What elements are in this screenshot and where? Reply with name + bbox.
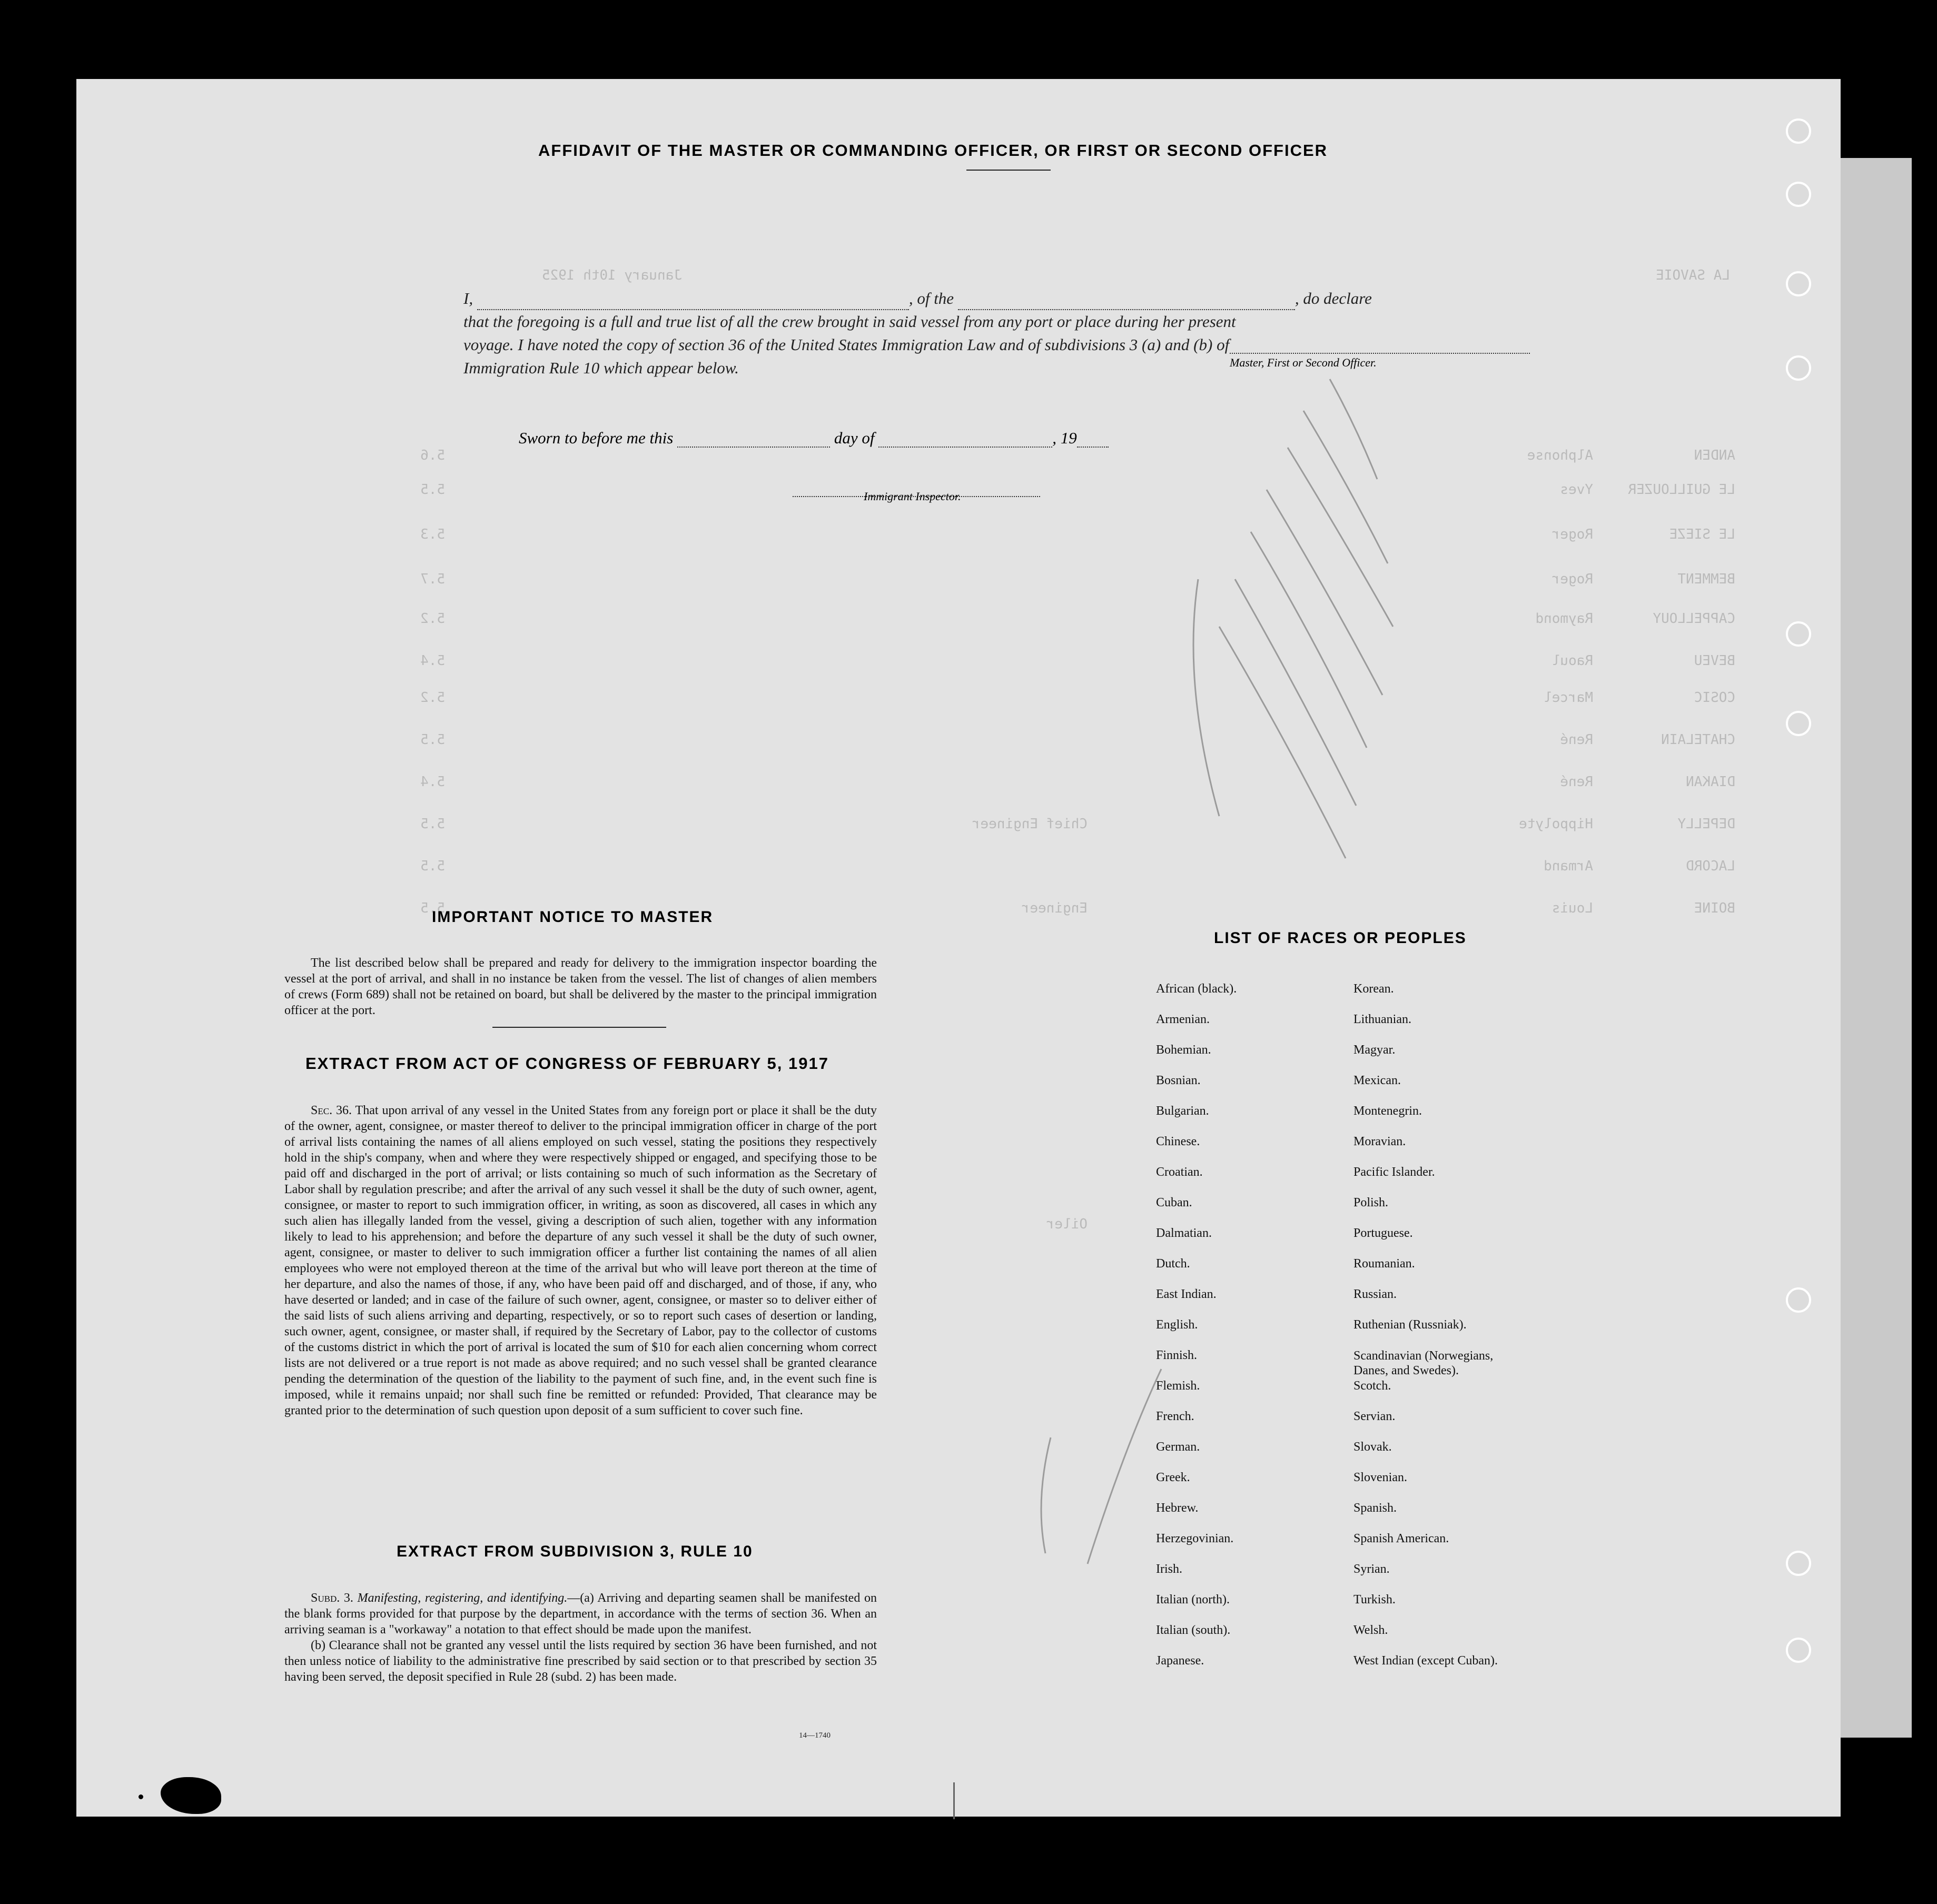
bleed-given-name: Roger (1551, 527, 1593, 542)
race-right: West Indian (except Cuban). (1353, 1654, 1498, 1668)
bleed-height: 5.3 (420, 527, 445, 542)
bleed-given-name: Hippolyte (1519, 816, 1593, 832)
sworn-day-field[interactable] (677, 447, 830, 448)
extract-act-text (284, 1103, 877, 1419)
race-left: French. (1156, 1410, 1194, 1423)
binder-hole (1786, 1551, 1811, 1576)
race-left: English. (1156, 1318, 1198, 1332)
race-right: Roumanian. (1353, 1257, 1415, 1271)
bleed-date: January 10th 1925 (541, 267, 682, 283)
race-right: Syrian. (1353, 1562, 1390, 1576)
race-right: Scandinavian (Norwegians, Danes, and Swedes). (1353, 1349, 1494, 1377)
race-left: Bosnian. (1156, 1074, 1201, 1087)
bleed-surname: LE SIEZE (1669, 527, 1735, 542)
bleed-height: 5.2 (420, 690, 445, 706)
sworn-line (519, 429, 1109, 448)
bleed-surname: CAPPELLOUY (1653, 611, 1735, 627)
day-of-label: day of (834, 429, 875, 447)
binder-hole (1786, 355, 1811, 381)
race-right: Spanish American. (1353, 1532, 1449, 1545)
affidavit-of-the: , of the (908, 289, 954, 308)
race-right: Welsh. (1353, 1623, 1388, 1637)
bleed-role: Oiler (1046, 1216, 1088, 1232)
master-label: Master, First or Second Officer. (1230, 356, 1377, 369)
bleed-surname: COSIC (1694, 690, 1735, 706)
bleed-height: 5.4 (420, 774, 445, 790)
race-left: Finnish. (1156, 1348, 1198, 1362)
bleed-surname: DIAKAN (1686, 774, 1735, 790)
bleed-surname: LACORD (1686, 858, 1735, 874)
bleed-given-name: Alphonse (1527, 448, 1593, 463)
affidavit-heading: AFFIDAVIT OF THE MASTER OR COMMANDING OFFICER, OR FIRST OR SECOND OFFICER (538, 141, 1328, 160)
bleed-surname: ANDEN (1694, 448, 1735, 463)
binder-hole (1786, 118, 1811, 144)
bleed-given-name: Louis (1551, 900, 1593, 916)
race-left: Bulgarian. (1156, 1104, 1209, 1118)
race-right: Pacific Islander. (1353, 1165, 1435, 1179)
bleed-surname: DEPELLY (1677, 816, 1735, 832)
race-right: Russian. (1353, 1287, 1397, 1301)
bleed-given-name: René (1560, 774, 1593, 790)
rule-paragraph-a (284, 1590, 877, 1638)
affidavit-line-2: that the foregoing is a full and true list of all the crew brought in said vessel from any port or place during her present (463, 312, 1236, 331)
binder-hole (1786, 621, 1811, 647)
bleed-surname: BEVEU (1694, 653, 1735, 669)
bleed-height: 5.4 (420, 653, 445, 669)
notice-text (284, 955, 877, 1018)
race-left: Bohemian. (1156, 1043, 1211, 1057)
year-label: , 19 (1052, 429, 1077, 447)
bleed-height: 5.5 (420, 816, 445, 832)
bleed-role: Chief Engineer (972, 816, 1088, 832)
race-right: Montenegrin. (1353, 1104, 1422, 1118)
bleed-height: 5.5 (420, 482, 445, 498)
extract-act-heading: EXTRACT FROM ACT OF CONGRESS OF FEBRUARY 5, 1917 (305, 1054, 829, 1073)
bottom-edge-mark (953, 1782, 955, 1819)
race-right: Scotch. (1353, 1379, 1391, 1393)
subd-text-a: —(a) Arriving and departing seamen shall be manifested on the blank forms provided for that purpose by the department, in accordance with the terms of section 36. When an arriving seaman is a "workaway" a notation to that effect should be made upon the manifest. (284, 1591, 877, 1637)
sworn-year-field[interactable] (1077, 447, 1109, 448)
extract-rule-heading: EXTRACT FROM SUBDIVISION 3, RULE 10 (397, 1543, 753, 1560)
bleed-height: 5.5 (420, 858, 445, 874)
bleed-surname: CHATELAIN (1661, 732, 1735, 748)
race-left: Dalmatian. (1156, 1226, 1212, 1240)
race-left: Hebrew. (1156, 1501, 1199, 1515)
binder-hole (1786, 271, 1811, 296)
affidavit-line-4: Immigration Rule 10 which appear below. (463, 359, 739, 377)
bleed-given-name: Raymond (1535, 611, 1593, 627)
race-right: Turkish. (1353, 1593, 1396, 1607)
race-left: Herzegovinian. (1156, 1532, 1234, 1545)
race-left: Italian (north). (1156, 1593, 1230, 1607)
bleed-given-name: Roger (1551, 571, 1593, 587)
race-left: Chinese. (1156, 1135, 1200, 1148)
heading-underline (966, 170, 1051, 171)
race-right: Lithuanian. (1353, 1013, 1411, 1026)
ink-dot (139, 1794, 143, 1799)
bleed-role: Engineer (1021, 900, 1088, 916)
race-left: East Indian. (1156, 1287, 1217, 1301)
race-right: Slovenian. (1353, 1471, 1407, 1484)
bleed-given-name: Armand (1544, 858, 1593, 874)
race-right: Portuguese. (1353, 1226, 1413, 1240)
form-number: 14—1740 (799, 1731, 831, 1740)
bleed-surname: BEMMENT (1677, 571, 1735, 587)
binder-hole (1786, 1287, 1811, 1313)
bleed-height: 5.5 (420, 732, 445, 748)
race-left: Irish. (1156, 1562, 1182, 1576)
affidavit-line-1 (463, 287, 1525, 310)
binder-hole (1786, 711, 1811, 736)
races-heading: LIST OF RACES OR PEOPLES (1214, 929, 1467, 947)
race-left: Cuban. (1156, 1196, 1192, 1209)
rule-paragraph-b: (b) Clearance shall not be granted any vessel until the lists required by section 36 have been furnished, and not then unless notice of liability to the administrative fine prescribed by said section or to that prescribed by section 35 having been served, the deposit specified in Rule 28 (subd. 2) has been made. (284, 1639, 877, 1684)
notice-heading: IMPORTANT NOTICE TO MASTER (432, 908, 714, 926)
bleed-given-name: René (1560, 732, 1593, 748)
race-right: Slovak. (1353, 1440, 1392, 1454)
manifest-page (76, 79, 1841, 1817)
subd-title: Manifesting, registering, and identifying. (357, 1591, 568, 1605)
race-left: Greek. (1156, 1471, 1190, 1484)
race-left: German. (1156, 1440, 1200, 1454)
race-right: Ruthenian (Russniak). (1353, 1318, 1467, 1332)
notice-paragraph: The list described below shall be prepared and ready for delivery to the immigration inspector boarding the vessel at the port of arrival, and shall in no instance be taken from the vessel. The list of changes of alien members of crews (Form 689) shall not be retained on board, but shall be delivered by the master to the principal immigration officer at the port. (284, 956, 877, 1017)
affidavit-i: I, (463, 289, 473, 308)
subd-label: Subd. 3. (311, 1591, 353, 1605)
race-right: Moravian. (1353, 1135, 1406, 1148)
bleed-given-name: Marcel (1544, 690, 1593, 706)
race-left: Croatian. (1156, 1165, 1203, 1179)
section-text: That upon arrival of any vessel in the United States from any foreign port or place it shall be the duty of the owner, agent, consignee, or master thereof to deliver to the principal immigration officer in charge of the port of arrival lists containing the names of all aliens employed on such vessel, stating the positions they respectively hold in the ship's company, when and where they were respectively shipped or engaged, and specifying those to be paid off and discharged in the port of arrival; or lists containing so much of such information as the Secretary of Labor shall by regulation prescribe; and after the arrival of any such vessel it shall be the duty of such owner, agent, consignee, or master to report to such immigration officer, in writing, as soon as discovered, all cases in which any such alien has illegally landed from the vessel, giving a description of such alien, together with any information likely to lead to his apprehension; and before the departure of any such vessel it shall be the duty of such owner, agent, consignee, or master to deliver to such immigration officer a further list containing the names of all alien employees who were not employed thereon at the time of the arrival but who will leave port thereon at the time of her departure, and also the names of those, if any, who have been paid off and discharged, and of those, if any, who have deserted or landed; and in case of the failure of such owner, agent, consignee, or master so to deliver either of the said lists of such aliens arriving and departing, respectively, or so to report such cases of desertion or landing, such owner, agent, consignee, or master shall, if required by the Secretary of Labor, pay to the collector of customs of the customs district in which the port of arrival is located the sum of $10 for each alien concerning whom correct lists are not delivered or a true report is not made as above required; and no such vessel shall be granted clearance pending the determination of the question of the liability to the payment of such fine, and, in the event such fine is imposed, while it remains unpaid; nor shall such fine be remitted or refunded: Provided, That clearance may be granted prior to the determination of such question upon deposit of a sum sufficient to cover such fine. (284, 1104, 877, 1417)
race-left: African (black). (1156, 982, 1237, 996)
race-right: Servian. (1353, 1410, 1396, 1423)
bleed-surname: LE GUILLOUZER (1628, 482, 1735, 498)
race-right: Korean. (1353, 982, 1394, 996)
binder-hole (1786, 182, 1811, 207)
sworn-label: Sworn to before me this (519, 429, 674, 447)
affidavit-line-3: voyage. I have noted the copy of section 36 of the United States Immigration Law and of subdivisions 3 (a) and (b) of (463, 335, 1230, 354)
bleed-given-name: Yves (1560, 482, 1593, 498)
race-left: Flemish. (1156, 1379, 1200, 1393)
affidavit-do-declare: , do declare (1294, 289, 1372, 308)
sworn-month-field[interactable] (878, 447, 1052, 448)
race-right: Spanish. (1353, 1501, 1397, 1515)
master-signature-line[interactable] (1230, 353, 1530, 354)
bleed-height: 5.7 (420, 571, 445, 587)
race-right: Mexican. (1353, 1074, 1401, 1087)
race-right: Polish. (1353, 1196, 1389, 1209)
bleed-height: 5.2 (420, 611, 445, 627)
race-left: Italian (south). (1156, 1623, 1231, 1637)
bleed-ship-name: LA SAVOIE (1656, 267, 1730, 283)
race-left: Japanese. (1156, 1654, 1204, 1668)
bleed-height: 5.5 (420, 900, 445, 916)
race-left: Dutch. (1156, 1257, 1190, 1271)
extract-act-paragraph (284, 1103, 877, 1419)
bleed-given-name: Raoul (1551, 653, 1593, 669)
bleed-height: 5.6 (420, 448, 445, 463)
race-left: Armenian. (1156, 1013, 1210, 1026)
section-label: Sec. 36. (311, 1104, 352, 1117)
extract-rule-text (284, 1590, 877, 1685)
bleed-surname: BOINE (1694, 900, 1735, 916)
race-right: Magyar. (1353, 1043, 1396, 1057)
binder-hole (1786, 1638, 1811, 1663)
notice-rule (492, 1027, 666, 1028)
inspector-label: Immigrant Inspector. (864, 490, 961, 503)
